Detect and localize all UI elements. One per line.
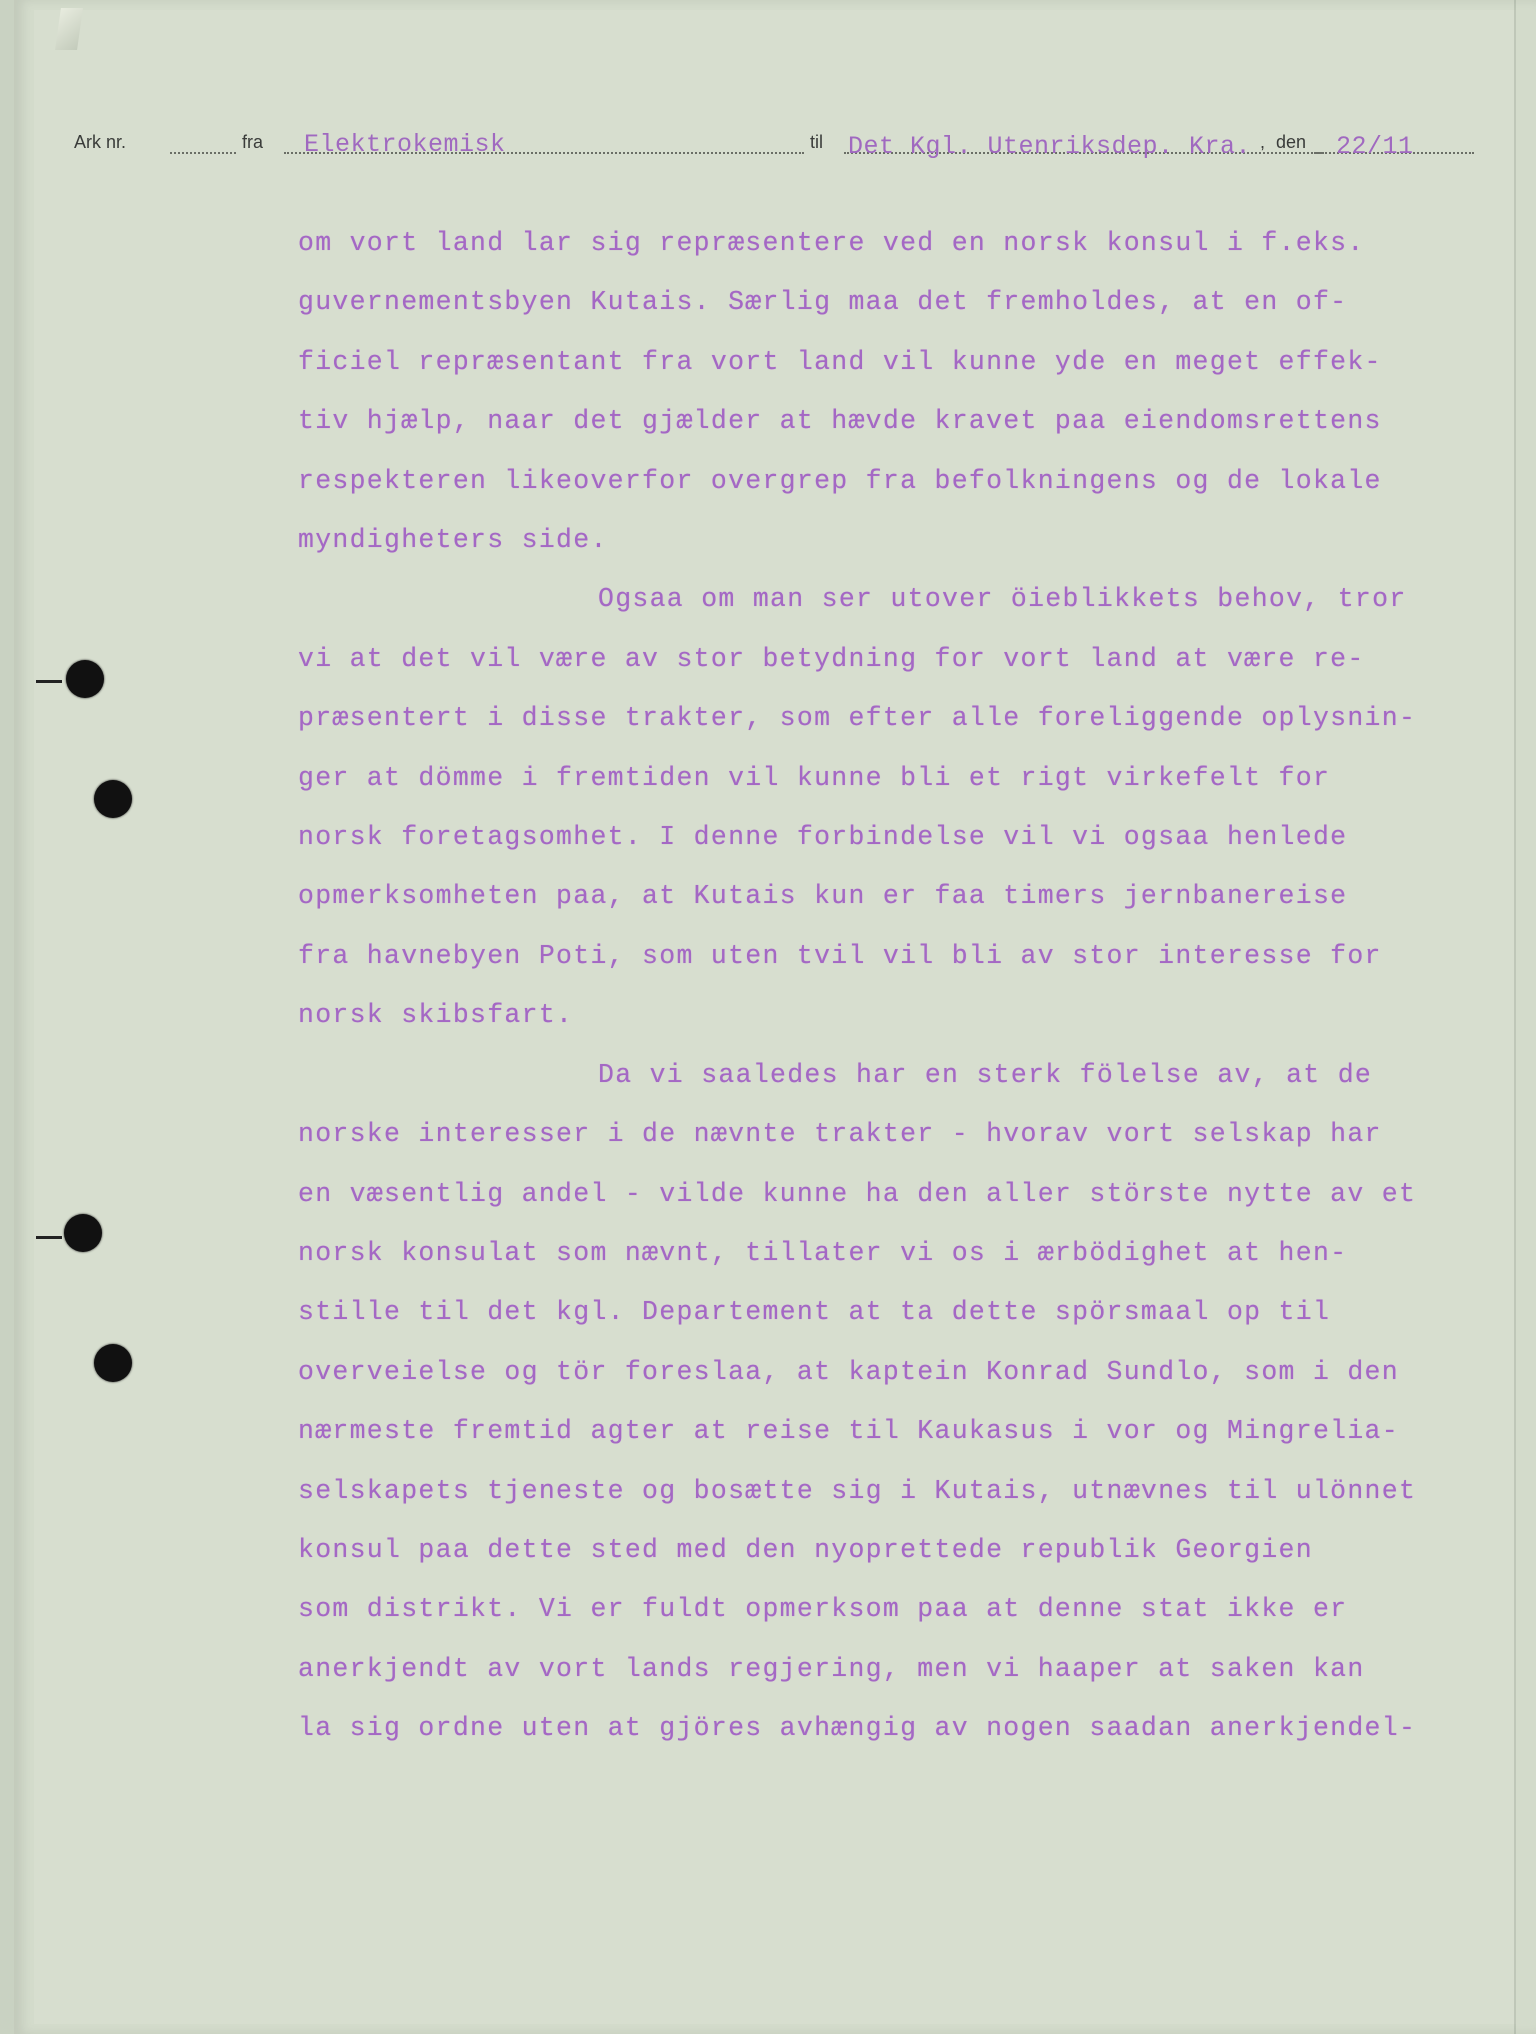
til-value: Det Kgl. Utenriksdep. Kra. — [848, 132, 1252, 161]
text-line: norsk skibsfart. — [298, 1000, 574, 1031]
ark-label: Ark nr. — [74, 132, 127, 152]
text-line: Ogsaa om man ser utover öieblikkets behov, tror — [598, 584, 1407, 615]
text-line: respekteren likeoverfor overgrep fra befolkningens og de lokale — [298, 465, 1382, 496]
text-line: selskapets tjeneste og bosætte sig i Kutais, utnævnes til ulönnet — [298, 1475, 1417, 1506]
text-line: anerkjendt av vort lands regjering, men vi haaper at saken kan — [298, 1653, 1365, 1684]
den-value: 22/11 — [1336, 132, 1414, 161]
text-line: nærmeste fremtid agter at reise til Kaukasus i vor og Mingrelia- — [298, 1416, 1399, 1447]
punch-hole — [94, 1344, 132, 1382]
comma: , — [1260, 132, 1266, 152]
punch-hole — [66, 660, 104, 698]
text-line: fra havnebyen Poti, som uten tvil vil bli av stor interesse for — [298, 940, 1382, 971]
letter-body — [298, 214, 1448, 1759]
text-line: norsk foretagsomhet. I denne forbindelse vil vi ogsaa henlede — [298, 822, 1348, 853]
text-line: opmerksomheten paa, at Kutais kun er faa timers jernbanereise — [298, 881, 1348, 912]
text-line: en væsentlig andel - vilde kunne ha den aller störste nytte av et — [298, 1178, 1417, 1209]
hole-mark — [36, 680, 62, 683]
text-line: Da vi saaledes har en sterk fölelse av, at de — [598, 1059, 1373, 1090]
fra-label: fra — [242, 132, 264, 152]
fra-value: Elektrokemisk — [304, 130, 506, 159]
punch-hole — [64, 1214, 102, 1252]
text-line: ger at dömme i fremtiden vil kunne bli et rigt virkefelt for — [298, 762, 1331, 793]
text-line: myndigheters side. — [298, 525, 608, 556]
text-line: som distrikt. Vi er fuldt opmerksom paa at denne stat ikke er — [298, 1594, 1348, 1625]
letterhead-form-line — [74, 128, 1494, 168]
paper-edge-line — [1514, 0, 1516, 2034]
hole-mark — [36, 1236, 62, 1239]
text-line: la sig ordne uten at gjöres avhængig av nogen saadan anerkjendel- — [298, 1713, 1417, 1744]
text-line: overveielse og tör foreslaa, at kaptein Konrad Sundlo, som i den — [298, 1356, 1399, 1387]
text-line: præsentert i disse trakter, som efter alle foreliggende oplysnin- — [298, 703, 1417, 734]
text-line: vi at det vil være av stor betydning for vort land at være re- — [298, 643, 1365, 674]
text-line: norsk konsulat som nævnt, tillater vi os i ærbödighet at hen- — [298, 1237, 1348, 1268]
til-label: til — [810, 132, 823, 152]
text-line: konsul paa dette sted med den nyoprettede republik Georgien — [298, 1534, 1313, 1565]
text-line: tiv hjælp, naar det gjælder at hævde kravet paa eiendomsrettens — [298, 406, 1382, 437]
document-page — [14, 0, 1536, 2034]
den-label: den — [1276, 132, 1307, 152]
text-line: norske interesser i de nævnte trakter - hvorav vort selskap har — [298, 1119, 1382, 1150]
text-line: stille til det kgl. Departement at ta dette spörsmaal op til — [298, 1297, 1331, 1328]
text-line: ficiel repræsentant fra vort land vil kunne yde en meget effek- — [298, 346, 1382, 377]
punch-hole — [94, 780, 132, 818]
ark-dotted-line — [170, 152, 236, 154]
text-line: om vort land lar sig repræsentere ved en norsk konsul i f.eks. — [298, 228, 1365, 258]
text-line: guvernementsbyen Kutais. Særlig maa det fremholdes, at en of- — [298, 287, 1348, 318]
